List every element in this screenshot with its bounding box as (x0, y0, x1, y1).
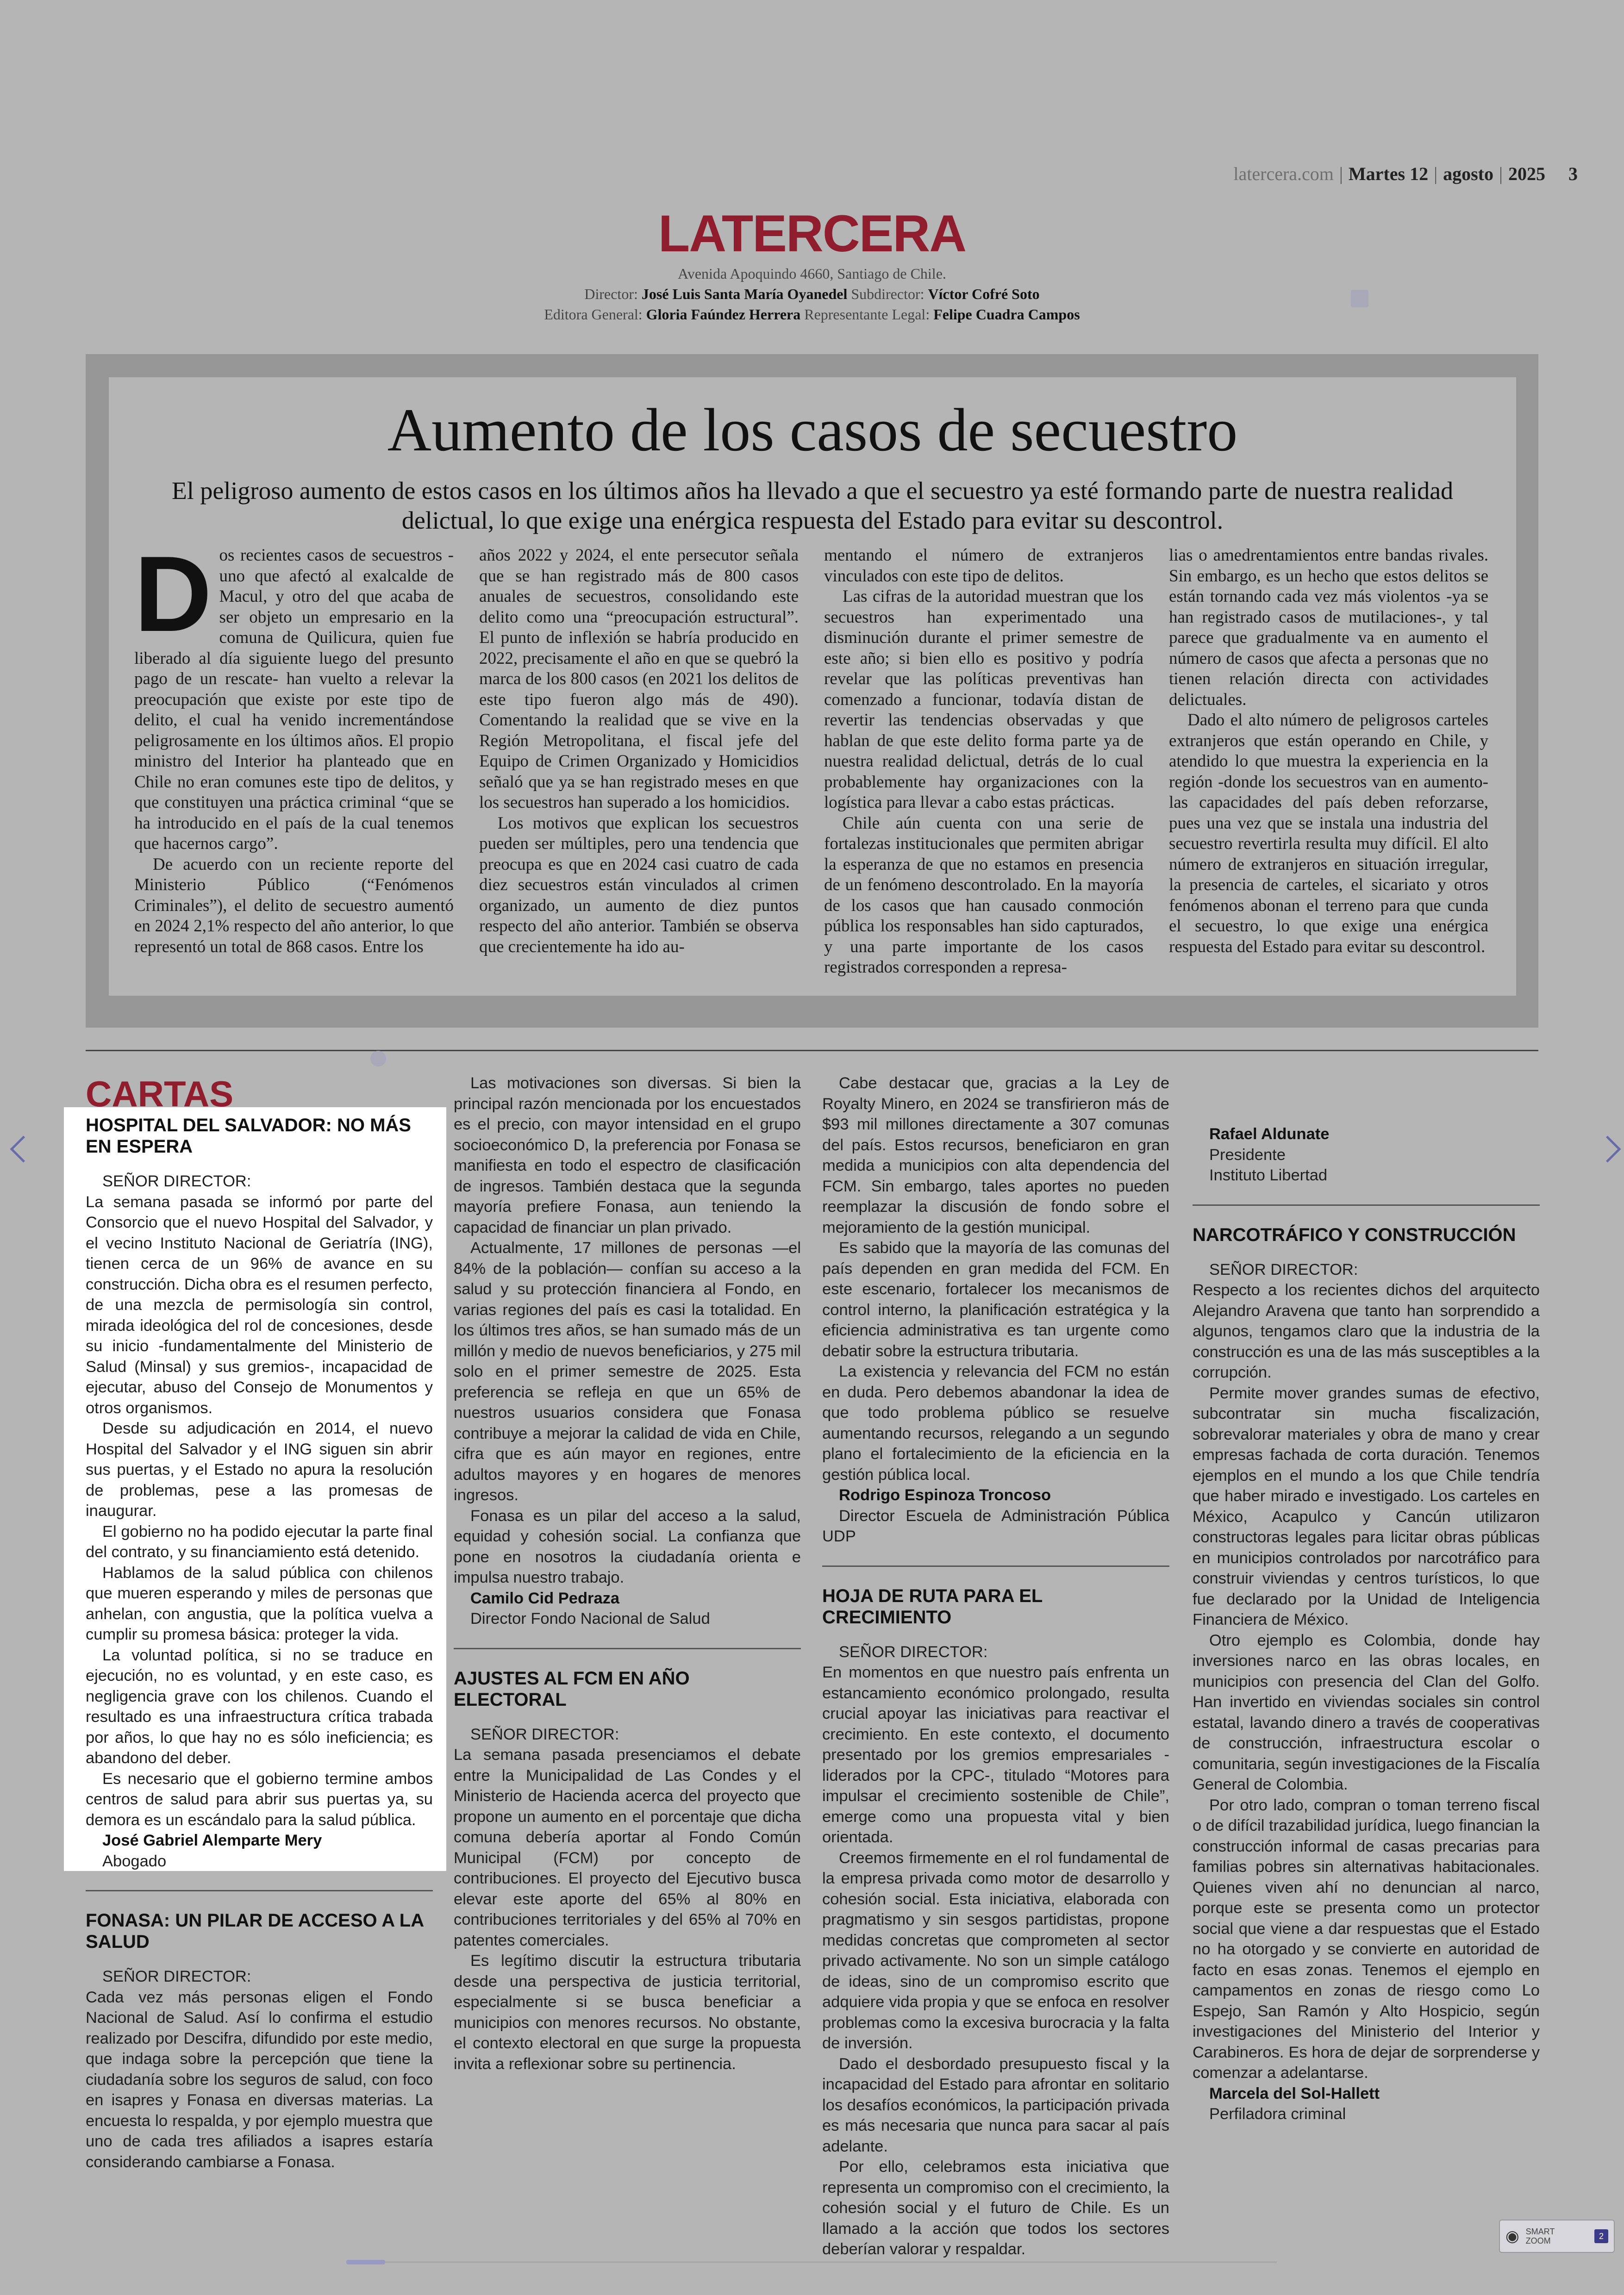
letter-paragraph: Hablamos de la salud pública con chilenos que mueren esperando y miles de personas que anhelan, con angustia, que la política vuelva a cumplir su promesa básica: proteger la vida. (86, 1564, 433, 1643)
letter-paragraph: Cabe destacar que, gracias a la Ley de Royalty Minero, en 2024 se transfirieron más de $93 mil millones directamente a 307 comunas del país. Estos recursos, beneficiaron en gran medida a municipios con alta dependencia del FCM. Sin embargo, tales aportes no pueden reemplazar la discusión de fondo sobre el mejoramiento de la gestión municipal. (822, 1074, 1169, 1236)
drop-cap: D (134, 534, 212, 654)
letter-greeting: SEÑOR DIRECTOR: (102, 1968, 251, 1985)
editorial-paragraph: lias o amedrentamientos entre bandas rivales. Sin embargo, es un hecho que estos delitos se están tornando cada vez más violentos -ya se han registrado casos de mutilaciones-, y tal parece que gradualmente va en aumento el número de casos que afecta a personas que no tienen relación directa con actividades delictuales. (1169, 546, 1488, 709)
editorial-paragraph: Dos recientes casos de secuestros -uno que afectó al exalcalde de Macul, y otro del que acaba de ser objeto un empresario en la comuna de Quilicura, quien fue liberado al día siguiente luego del presunto pago de un rescate- han vuelto a relevar la preocupación que existe por este tipo de delito, el cual ha venido incrementándose peligrosamente en los últimos años. El propio ministro del Interior ha planteado que en Chile no eran comunes este tipo de delitos, y que constituyen una práctica criminal “que se ha introducido en el país de la cual tenemos que hacernos cargo”. (134, 534, 454, 853)
editorial-column-4 (1169, 545, 1488, 957)
letter-paragraph: La semana pasada se informó por parte del Consorcio que el nuevo Hospital del Salvador, y el vecino Instituto Nacional de Geriatría (ING), tienen cerca de un 96% de avance en su construcción. Dicha obra es el resumen perfecto, de una mezcla de permisología sin control, mirada ideológica del rol de concesiones, desde su inicio -fundamentalmente del Ministerio de Salud (Minsal) y sus gremios-, incapacidad de ejecutar, abuso del Consejo de Monumentos y otros organismos. (86, 1193, 433, 1417)
letter-paragraph: Cada vez más personas eligen el Fondo Nacional de Salud. Así lo confirma el estudio realizado por Descifra, difundido por este medio, que indaga sobre la percepción que tiene la ciudadanía sobre los seguros de salud, con foco en isapres y Fonasa en diversas materias. La encuesta lo respalda, y por ejemplo muestra que uno de cada tres afiliados a isapres estaría considerando cambiarse a Fonasa. (86, 1988, 433, 2171)
site-name[interactable]: latercera.com (1233, 163, 1334, 184)
masthead-address: Avenida Apoquindo 4660, Santiago de Chile. (678, 265, 946, 282)
letter-title[interactable]: FONASA: UN PILAR DE ACCESO A LA SALUD (86, 1910, 424, 1952)
editorial-paragraph: Chile aún cuenta con una serie de fortalezas institucionales que permiten abrigar la esperanza de que no estamos en presencia de un fenómeno descontrolado. En la mayoría de los casos que han causado conmoción pública los responsables han sido capturados, y una parte importante de los casos registrados corresponden a represa- (824, 813, 1143, 977)
letters-column-4 (1193, 1073, 1540, 2125)
letter-paragraph: Es sabido que la mayoría de las comunas del país dependen en gran medida del FCM. En este escenario, fortalecer los mecanismos de control interno, la planificación estratégica y la eficiencia administrativa es tan urgente como debatir sobre la estructura tributaria. (822, 1239, 1169, 1360)
letter-signature: José Gabriel Alemparte Mery (102, 1832, 322, 1849)
letter-title[interactable]: NARCOTRÁFICO Y CONSTRUCCIÓN (1193, 1224, 1516, 1245)
letters-column-3 (822, 1073, 1169, 2260)
subdirector-label: Subdirector: (851, 286, 924, 302)
editorial-column-2 (479, 545, 799, 957)
letter-paragraph: Es necesario que el gobierno termine ambos centros de salud para abrir sus puertas ya, su demora es un escándalo para la salud pública. (86, 1770, 433, 1829)
editora-label: Editora General: (544, 306, 643, 323)
editorial-column-3 (824, 545, 1143, 978)
legal-name: Felipe Cuadra Campos (933, 306, 1080, 323)
letter-divider (86, 1890, 433, 1891)
letter-greeting: SEÑOR DIRECTOR: (1209, 1260, 1358, 1278)
letter-paragraph: Fonasa es un pilar del acceso a la salud, equidad y cohesión social. La confianza que pone en nosotros la ciudadanía orienta e impulsa nuestro trabajo. (454, 1507, 801, 1586)
page-progress-thumb[interactable] (346, 2260, 385, 2264)
letter-paragraph: La voluntad política, si no se traduce en ejecución, no es voluntad, y en este caso, es negligencia grave con los chilenos. Cuando el resultado es una infraestructura crítica trabada por años, lo que hay no es sólo ineficiencia; es abandono del deber. (86, 1646, 433, 1767)
letter-title[interactable]: HOJA DE RUTA PARA EL CRECIMIENTO (822, 1585, 1043, 1628)
smart-zoom-label: SMART ZOOM (1525, 2227, 1555, 2245)
section-title-cartas: CARTAS (86, 1073, 234, 1114)
month: agosto (1443, 163, 1493, 184)
page-progress-track[interactable] (346, 2261, 1277, 2263)
masthead-editors (0, 304, 1624, 324)
letter-paragraph: Por ello, celebramos esta iniciativa que representa un compromiso con el crecimiento, la cohesión social y el futuro de Chile. Es un llamado a la acción que todos los sectores deberían valorar y respaldar. (822, 2158, 1169, 2258)
letter-paragraph: En momentos en que nuestro país enfrenta un estancamiento económico prolongado, resulta crucial apoyar las iniciativas para reactivar el crecimiento. En este contexto, el documento presentado por los gremios empresariales -liderados por la CPC-, titulado “Motores para impulsar el crecimiento sostenible de Chile”, emerge como una propuesta vital y bien orientada. (822, 1664, 1169, 1846)
letter-paragraph: La semana pasada presenciamos el debate entre la Municipalidad de Las Condes y el Ministerio de Hacienda acerca del proyecto que propone un aumento en el porcentaje que dicha comuna debería aportar al Fondo Común Municipal (FCM) por concepto de contribuciones. El proyecto del Ejecutivo busca elevar este aporte del 65% al 80% en contribuciones territoriales y del 65% al 70% en patentes comerciales. (454, 1746, 801, 1949)
masthead (0, 204, 1624, 324)
editorial-title: Aumento de los casos de secuestro (387, 396, 1238, 464)
director-name: José Luis Santa María Oyanedel (641, 286, 848, 302)
editorial-column-1 (134, 534, 454, 957)
letter-paragraph: Creemos firmemente en el rol fundamental de la empresa privada como motor de desarrollo y cohesión social. Esta iniciativa, elaborada con pragmatismo y sin sesgos partidistas, propone medidas concretas que comprometen al sector privado activamente. No son un simple catálogo de ideas, sino de un compromiso escrito que adquiere vida propia y que se enfoca en resolver problemas como la excesiva burocracia y la falta de inversión. (822, 1849, 1169, 2052)
letter-paragraph: Permite mover grandes sumas de efectivo, subcontratar sin mucha fiscalización, sobrevalorar materiales y obra de mano y crear empresas fachada de corta duración. Tenemos ejemplos en el mundo a los que Chile tendría que haber mirado e investigado. Los carteles en México, Acapulco y Cancún utilizaron constructoras legales para licitar obras públicas en municipios controlados por narcotráfico para construir viviendas y centros turísticos, lo que fue declarado por la Unidad de Inteligencia Financiera de México. (1193, 1384, 1540, 1628)
weekday: Martes 12 (1348, 163, 1429, 184)
legal-label: Representante Legal: (804, 306, 930, 323)
letter-paragraph: Actualmente, 17 millones de personas —el 84% de la población— confían su acceso a la salud y su protección financiera al Fondo, en varias regiones del país es casi la totalidad. En los últimos tres años, se han sumado más de un millón y medio de nuevos beneficiarios, y 275 mil solo en el primer semestre de 2025. Esta preferencia se refleja en que un 65% de nuestros usuarios considera que Fonasa contribuye a mejorar la calidad de vida en Chile, cifra que es aún mayor en regiones, entre adultos mayores y en hogares de menores ingresos. (454, 1239, 801, 1504)
next-page-arrow-icon[interactable] (1594, 1136, 1621, 1163)
letter-signature: Rafael Aldunate (1209, 1125, 1330, 1143)
letter-greeting: SEÑOR DIRECTOR: (839, 1643, 988, 1661)
page-number: 3 (1568, 163, 1578, 184)
letter-paragraph: Desde su adjudicación en 2014, el nuevo Hospital del Salvador y el ING siguen sin abrir sus puertas, y el Estado no apura la resolución de problemas, pese a las promesas de inaugurar. (86, 1420, 433, 1520)
letter-role: Presidente (1209, 1146, 1286, 1164)
letter-signature: Marcela del Sol-Hallett (1209, 2084, 1380, 2102)
letter-title[interactable]: AJUSTES AL FCM EN AÑO ELECTORAL (454, 1668, 690, 1710)
year: 2025 (1508, 163, 1545, 184)
separator: | (1499, 163, 1503, 184)
letter-paragraph: Es legítimo discutir la estructura tributaria desde una perspectiva de justicia territorial, especialmente si se busca beneficiar a municipios con menores recursos. No obstante, el contexto electoral en que surge la propuesta invita a reflexionar sobre su pertinencia. (454, 1952, 801, 2073)
letter-role: Director Escuela de Administración Pública UDP (822, 1507, 1169, 1545)
letter-paragraph: Por otro lado, compran o toman terreno fiscal o de difícil trazabilidad jurídica, luego financian la construcción informal de casas precarias para familias pobres sin alternativas habitacionales. Quienes viven ahí no denuncian al narco, porque este se presenta como un protector social que viene a dar respuestas que el Estado no ha otorgado y se convierte en autoridad de facto en esas zonas. Tenemos el ejemplo en campamentos en zonas de riesgo como Lo Espejo, San Ramón y Alto Hospicio, según investigaciones del Ministerio del Interior y Carabineros. Es hora de dejar de sorprenderse y comenzar a adelantarse. (1193, 1796, 1540, 2082)
page-header-line (1233, 163, 1578, 185)
letter-divider (1193, 1204, 1540, 1206)
letter-divider (822, 1565, 1169, 1567)
article-link-icon[interactable] (1351, 290, 1368, 307)
editorial-paragraph: años 2022 y 2024, el ente persecutor señala que se han registrado más de 800 casos anuales de secuestros, consolidando este delito como una “preocupación estructural”. El punto de inflexión se habría producido en 2022, precisamente el año en que se quebró la marca de los 800 casos (en 2021 los delitos de este tipo fueron algo más de 490). Comentando la realidad que se vive en la Región Metropolitana, el fiscal jefe del Equipo de Crimen Organizado y Homicidios señaló que ya se han registrado meses en que los secuestros han superado a los homicidios. (479, 546, 799, 812)
letters-column-2 (454, 1073, 801, 2074)
article-link-icon[interactable] (370, 1051, 386, 1066)
letter-divider (454, 1648, 801, 1649)
masthead-directors (0, 284, 1624, 304)
letter-signature: Camilo Cid Pedraza (470, 1589, 620, 1607)
letters-column-1 (86, 1115, 433, 2172)
letter-paragraph: Respecto a los recientes dichos del arquitecto Alejandro Aravena que tanto han sorprendido a algunos, tengamos claro que la industria de la construcción es una de las más susceptibles a la corrupción. (1193, 1281, 1540, 1381)
director-label: Director: (584, 286, 638, 302)
editorial-paragraph: Dado el alto número de peligrosos carteles extranjeros que están operando en Chile, y atendido lo que muestra la experiencia en la región -donde los secuestros van en aumento- las capacidades del país deben reforzarse, pues una vez que se instala una industria del secuestro revertirla resulta muy difícil. El alto número de extranjeros en situación irregular, la presencia de carteles, el sicariato y otros fenómenos abonan el terreno para que cunda el secuestro, lo que exige una enérgica respuesta del Estado para evitar su descontrol. (1169, 711, 1488, 956)
letter-greeting: SEÑOR DIRECTOR: (102, 1172, 251, 1190)
editorial-paragraph: Las cifras de la autoridad muestran que los secuestros han experimentado una disminución durante el primer semestre de este año; si bien ello es positivo y podría revelar que las políticas preventivas han comenzado a funcionar, todavía distan de revertir las tendencias observadas y que hablan de que este delito forma parte ya de nuestra realidad delictual, detrás de lo cual probablemente hay organizaciones con la logística para llevar a cabo estas prácticas. (824, 587, 1143, 812)
smart-zoom-button[interactable] (1499, 2220, 1615, 2253)
newspaper-logo: LATERCERA (658, 205, 966, 262)
letter-paragraph: Dado el desbordado presupuesto fiscal y la incapacidad del Estado para afrontar en solitario los desafíos económicos, la participación privada es más necesaria que nunca para sacar al país adelante. (822, 2055, 1169, 2155)
separator: | (1339, 163, 1343, 184)
section-divider (86, 1050, 1538, 1051)
letter-role: Director Fondo Nacional de Salud (470, 1610, 710, 1628)
letter-greeting: SEÑOR DIRECTOR: (470, 1725, 619, 1743)
editorial-paragraph: mentando el número de extranjeros vinculados con este tipo de delitos. (824, 546, 1143, 586)
smart-zoom-badge: 2 (1594, 2229, 1608, 2243)
previous-page-arrow-icon[interactable] (10, 1136, 37, 1163)
letter-paragraph: Otro ejemplo es Colombia, donde hay inversiones narco en las obras locales, en municipios con presencia del Clan del Golfo. Han invertido en viviendas sociales sin control estatal, lavando dinero a través de cooperativas de construcción, infraestructura escolar o comunitaria, según investigaciones de la Fiscalía General de Colombia. (1193, 1631, 1540, 1793)
editorial-paragraph: Los motivos que explican los secuestros pueden ser múltiples, pero una tendencia que preocupa es que en 2024 casi cuatro de cada diez secuestros están vinculados al crimen organizado, un aumento de diez puntos respecto del año anterior. También se observa que crecientemente ha ido au- (479, 813, 799, 956)
editorial-subtitle: El peligroso aumento de estos casos en los últimos años ha llevado a que el secuestro ya esté formando parte de nuestra realidad delictual, lo que exige una enérgica respuesta del Estado para evitar su descontrol. (171, 477, 1454, 534)
letter-title[interactable]: HOSPITAL DEL SALVADOR: NO MÁS EN ESPERA (86, 1115, 411, 1157)
eye-icon: ◉ (1505, 2227, 1519, 2245)
editorial-paragraph: De acuerdo con un reciente reporte del Ministerio Público (“Fenómenos Criminales”), el delito de secuestro aumentó en 2024 2,1% respecto del año anterior, lo que representó un total de 868 casos. Entre los (134, 854, 454, 956)
subdirector-name: Víctor Cofré Soto (928, 286, 1040, 302)
letter-paragraph: El gobierno no ha podido ejecutar la parte final del contrato, y su financiamiento está detenido. (86, 1522, 433, 1561)
letter-paragraph: La existencia y relevancia del FCM no están en duda. Pero debemos abandonar la idea de que todo problema público se resuelve aumentando recursos, relegando a un segundo plano el fortalecimiento de la eficiencia en la gestión pública local. (822, 1363, 1169, 1484)
letter-paragraph: Las motivaciones son diversas. Si bien la principal razón mencionada por los encuestados es el precio, con mayor intensidad en el grupo socioeconómico D, la preferencia por Fonasa se manifiesta en todo el espectro de clasificación de ingresos. También destaca que la segunda mayoría prefiere Fonasa, aun teniendo la capacidad de financiar un plan privado. (454, 1074, 801, 1236)
letter-role: Instituto Libertad (1209, 1166, 1328, 1184)
editora-name: Gloria Faúndez Herrera (646, 306, 801, 323)
letter-role: Abogado (102, 1852, 167, 1870)
letter-role: Perfiladora criminal (1209, 2105, 1346, 2123)
separator: | (1434, 163, 1438, 184)
letter-signature: Rodrigo Espinoza Troncoso (839, 1486, 1051, 1504)
